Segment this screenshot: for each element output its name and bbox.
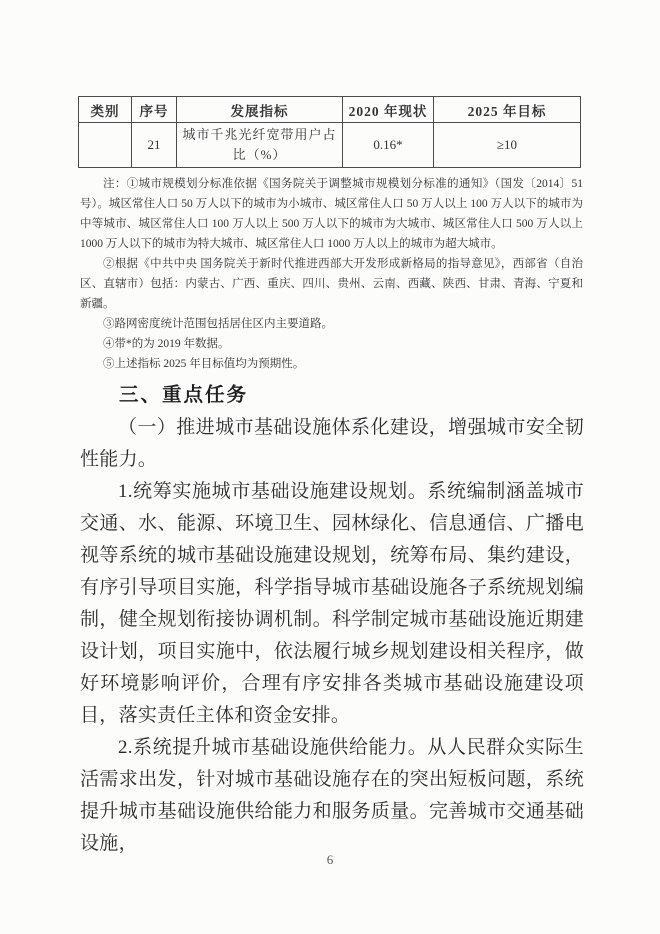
table-header-2025-target: 2025 年目标: [434, 97, 581, 123]
table-header-2020-status: 2020 年现状: [343, 97, 434, 123]
table-header-row: [79, 97, 581, 123]
note-item-4: ④带*的为 2019 年数据。: [103, 338, 230, 351]
table-header-category: 类别: [79, 97, 132, 123]
note-item-2: ②根据《中共中央 国务院关于新时代推进西部大开发形成新格局的指导意见》，西部省（自治区、直辖市）包括：内蒙古、广西、重庆、四川、贵州、云南、西藏、陕西、甘肃、青海、宁夏和新疆。: [80, 258, 583, 311]
page-number: 6: [326, 852, 334, 867]
cell-2025-target: ≥10: [434, 123, 581, 168]
section-heading: 三、重点任务: [119, 384, 249, 407]
table-row: [79, 123, 581, 168]
table-header-indicator: 发展指标: [177, 97, 343, 123]
notes-label: 注：: [103, 178, 127, 191]
note-item-1-text: ①城市规模划分标准依据《国务院关于调整城市规模划分标准的通知》（国发〔2014〕51 号）。城区常住人口 50 万人以下的城市为小城市、城区常住人口 50 万人以上 100 万人以下的城市为中等城市、城区常住人口 100 万人以上 500 万人以下的城市为大城市、城区常住人口 500 万人以上 1000 万人以下的城市为特大城市、城区常住人口 1000 万人以上的城市为超大城市。: [80, 178, 583, 251]
body-paragraph-1: 1.统筹实施城市基础设施建设规划。系统编制涵盖城市交通、水、能源、环境卫生、园林绿化、信息通信、广播电视等系统的城市基础设施建设规划，统筹布局、集约建设，有序引导项目实施，科学指导城市基础设施各子系统规划编制，健全规划衔接协调机制。科学制定城市基础设施近期建设计划，项目实施中，依法履行城乡规划建设相关程序，做好环境影响评价，合理有序安排各类城市基础设施建设项目，落实责任主体和资金安排。: [80, 481, 584, 727]
cell-category: [79, 123, 132, 168]
section-subheading: （一）推进城市基础设施体系化建设，增强城市安全韧性能力。: [80, 417, 584, 471]
table-header-index: 序号: [132, 97, 177, 123]
note-item-1: [80, 174, 583, 254]
body-paragraph-2: 2.系统提升城市基础设施供给能力。从人民群众实际生活需求出发，针对城市基础设施存在的突出短板问题，系统提升城市基础设施供给能力和服务质量。完善城市交通基础设施，: [80, 737, 584, 855]
section-body: [80, 382, 584, 860]
notes-block: [80, 174, 583, 374]
cell-indicator: 城市千兆光纤宽带用户占比（%）: [177, 123, 343, 168]
cell-2020-status: 0.16*: [343, 123, 434, 168]
note-item-5: ⑤上述指标 2025 年目标值均为预期性。: [103, 358, 305, 371]
cell-index: 21: [132, 123, 177, 168]
indicator-table: [78, 96, 581, 168]
note-item-3: ③路网密度统计范围包括居住区内主要道路。: [103, 318, 333, 331]
